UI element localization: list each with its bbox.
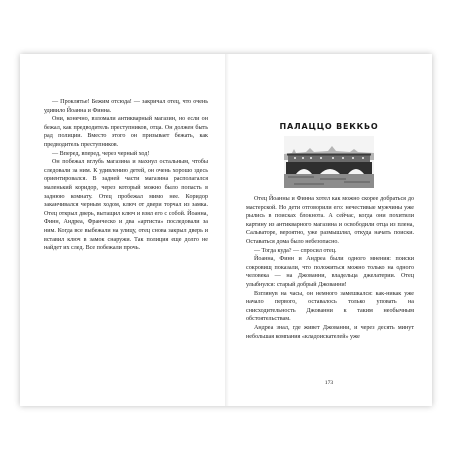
paragraph: — Вперед, вперед, через черный ход!	[52, 150, 150, 157]
bridge-illustration	[284, 136, 374, 188]
paragraph: — Проклятье! Бежим отсюда! — закричал отец, что очень удивило Йоанна и Финна.	[44, 99, 208, 114]
paragraph: Взглянув на часы, он немного замешкался: как-никак уже начало первого, оставалось только уповать на снисходительность Джованни к таким необычным обстоятельствам.	[246, 290, 414, 323]
paragraph: Йоанна, Финн и Андреа были одного мнения: поиски сокровищ показали, что положиться можно только на одного человека — на Джованни, владельца джелатерии. Отец улыбнулся: старый добрый Джованни!	[246, 256, 414, 288]
page-number: 173	[324, 380, 334, 386]
illustration-bridge-shops	[288, 155, 370, 162]
paragraph: Отец Йоанны и Финна хотел как можно скорее добраться до мастерской. Но дети отговорили его: нечестивые мужчины уже рылись в поисках блокнота. А сейчас, когда они похитили картину из антикварного магазина и освободили отца из плена, Сальваторе, вероятно, уже размышлял, откуда начать поиски. Оставаться дома было небезопасно.	[246, 196, 414, 245]
right-page-text	[246, 195, 414, 341]
paragraph: — Тогда куда? — спросил отец.	[254, 247, 337, 254]
illustration-bridge-roof	[287, 154, 371, 156]
left-page	[20, 54, 226, 406]
paragraph: Они, конечно, взломали антикварный магазин, но если он бежал, как предводитель преступников, отца. Он должен быть рад полиции. Вместо этого он призывает бежать, как предводитель преступников.	[44, 116, 208, 148]
right-page	[226, 54, 432, 406]
left-page-text	[44, 98, 208, 253]
chapter-title: ПАЛАЦЦО ВЕККЬО	[279, 122, 379, 131]
paragraph: Андреа знал, где живет Джованни, и через десять минут небольшая компания «кладоискателей» уже	[246, 324, 414, 340]
paragraph: Он побежал вглубь магазина и махнул остальным, чтобы следовали за ним. К удивлению детей, он очень хорошо здесь ориентировался. В задней части магазина располагался маленький коридор, через который можно было попасть в заднюю комнату. Отец пробежал мимо нее. Коридор заканчивался черным ходом, ключ от двери торчал из замка. Отец открыл дверь, вытащил ключ и взял его с собой. Йоанна, Финн, Андреа, Франческо и два «артиста» последовали за ним. Когда все выбежали на улицу, отец снова закрыл дверь и вставил ключ в замок снаружи. Так полиция еще долго не найдет их след. Все побежали прочь.	[44, 159, 208, 252]
illustration-river	[284, 174, 374, 188]
book-spread	[20, 54, 432, 406]
